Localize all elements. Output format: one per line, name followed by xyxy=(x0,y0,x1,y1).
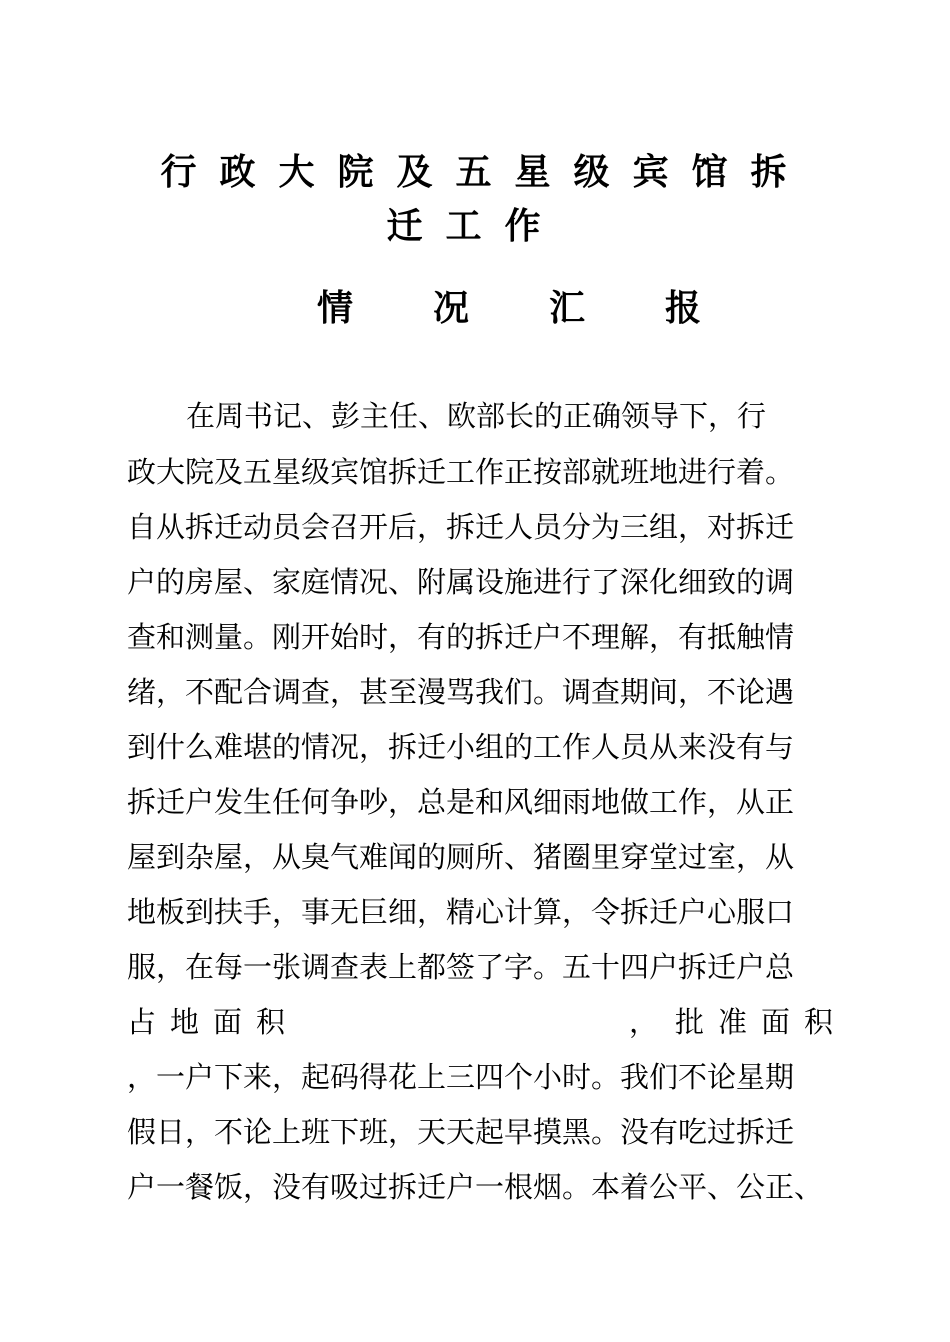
body-paragraph-line: 地板到扶手，事无巨细，精心计算，令拆迁户心服口 xyxy=(127,895,795,929)
body-paragraph-line: 绪，不配合调查，甚至漫骂我们。调查期间，不论遇 xyxy=(127,675,795,709)
body-paragraph-line: 假日，不论上班下班，天天起早摸黑。没有吃过拆迁 xyxy=(127,1115,795,1149)
body-paragraph-line: 户的房屋、家庭情况、附属设施进行了深化细致的调 xyxy=(127,565,795,599)
report-title-line-2: 迁工作 xyxy=(386,205,564,247)
body-paragraph-line: 在周书记、彭主任、欧部长的正确领导下，行 xyxy=(186,399,767,433)
body-paragraph-line: 服，在每一张调查表上都签了字。五十四户拆迁户总 xyxy=(127,950,795,984)
body-paragraph-line: 到什么难堪的情况，拆迁小组的工作人员从来没有与 xyxy=(127,730,795,764)
area-separator-comma: ， xyxy=(629,1005,659,1039)
body-paragraph-line: 屋到杂屋，从臭气难闻的厕所、猪圈里穿堂过室，从 xyxy=(127,840,795,874)
body-paragraph-line: 自从拆迁动员会召开后，拆迁人员分为三组，对拆迁 xyxy=(127,510,795,544)
body-paragraph-line: 政大院及五星级宾馆拆迁工作正按部就班地进行着。 xyxy=(127,455,795,489)
report-subtitle: 情况汇报 xyxy=(316,287,781,329)
body-paragraph-line: 拆迁户发生任何争吵，总是和风细雨地做工作，从正 xyxy=(127,785,795,819)
body-paragraph-line: ，一户下来，起码得花上三四个小时。我们不论星期 xyxy=(127,1060,795,1094)
body-paragraph-line: 户一餐饭，没有吸过拆迁户一根烟。本着公平、公正、 xyxy=(127,1170,824,1204)
occupied-area-label: 占地面积 xyxy=(127,1005,300,1039)
report-title-line-1: 行政大院及五星级宾馆拆 xyxy=(160,151,810,193)
approved-area-label: 批准面积 xyxy=(675,1005,848,1039)
body-paragraph-line: 查和测量。刚开始时，有的拆迁户不理解，有抵触情 xyxy=(127,620,795,654)
